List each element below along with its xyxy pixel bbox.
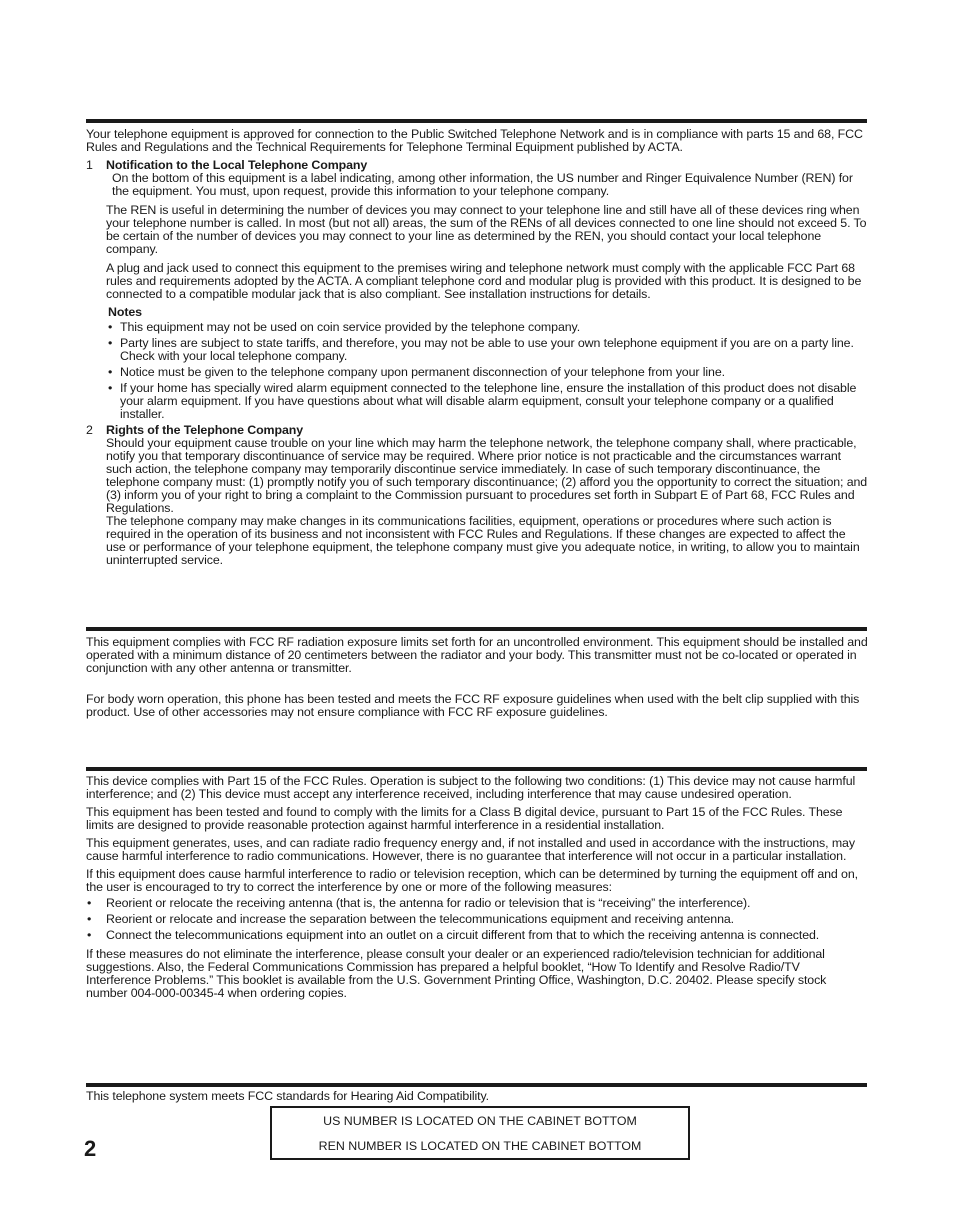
interference-paragraph: This equipment generates, uses, and can radiate radio frequency energy and, if not installed and used in accordance with the instructions, may cause harmful interference to radio communications. However, there is no guarantee that interference will not occur in a particular installation. bbox=[86, 836, 855, 863]
list-item: • Reorient or relocate and increase the separation between the telecommunications equipment and receiving antenna. bbox=[86, 913, 868, 926]
list-item: • Notice must be given to the telephone company upon permanent disconnection of your telephone from your line. bbox=[108, 366, 868, 379]
item-paragraph: The REN is useful in determining the number of devices you may connect to your telephone line and still have all of these devices ring when your telephone number is called. In most (but not all) areas, the sum of the RENs of all devices connected to one line should not exceed 5. To be certain of the number of devices you may connect to your line as determined by the REN, you should contact your local telephone company. bbox=[106, 203, 867, 256]
item-number: 2 bbox=[86, 423, 93, 437]
section-rule-interference bbox=[86, 767, 867, 771]
interference-paragraph: If these measures do not eliminate the interference, please consult your dealer or an experienced radio/television technician for additional suggestions. Also, the Federal Communications Commission has prepared a helpful booklet, “How To Identify and Resolve Radio/TV Interference Problems.” This booklet is available from the U.S. Government Printing Office, Washington, D.C. 20402. Please specify stock number 004-000-00345-4 when ordering copies. bbox=[86, 947, 827, 1000]
measures-list bbox=[86, 897, 868, 942]
item-heading: Rights of the Telephone Company bbox=[106, 423, 303, 437]
hearing-aid-paragraph: This telephone system meets FCC standards for Hearing Aid Compatibility. bbox=[86, 1089, 490, 1103]
item-paragraph: Should your equipment cause trouble on your line which may harm the telephone network, the telephone company shall, where practicable, notify you that temporary discontinuance of service may be required. Where prior notice is not practicable and the circumstances warrant such action, the telephone company may temporarily discontinue service immediately. In case of such temporary discontinuance, the telephone company must: (1) promptly notify you of such temporary discontinuance; (2) afford you the opportunity to correct the situation; and (3) inform you of your right to bring a complaint to the Commission pursuant to procedures set forth in Subpart E of Part 68, FCC Rules and Regulations. bbox=[106, 436, 868, 515]
section-hearing-aid bbox=[86, 1090, 868, 1103]
page-number: 2 bbox=[84, 1136, 97, 1161]
list-item: • Reorient or relocate the receiving antenna (that is, the antenna for radio or television that is “receiving” the interference). bbox=[86, 897, 868, 910]
ren-number-label: REN NUMBER IS LOCATED ON THE CABINET BOTTOM bbox=[318, 1139, 642, 1153]
label-location-box bbox=[270, 1106, 690, 1160]
list-item: • If your home has specially wired alarm equipment connected to the telephone line, ensure the installation of this product does not disable your alarm equipment. If you have questions about what will disable alarm equipment, consult your telephone company or a qualified installer. bbox=[108, 382, 868, 421]
interference-paragraph: This device complies with Part 15 of the FCC Rules. Operation is subject to the following two conditions: (1) This device may not cause harmful interference; and (2) This device must accept any interference received, including interference that may cause undesired operation. bbox=[86, 774, 856, 801]
notes-heading: Notes bbox=[108, 305, 142, 319]
list-item: • Connect the telecommunications equipment into an outlet on a circuit different from that to which the receiving antenna is connected. bbox=[86, 929, 868, 942]
interference-paragraph: If this equipment does cause harmful interference to radio or television reception, which can be determined by turning the equipment off and on, the user is encouraged to try to correct the interference by one or more of the following measures: bbox=[86, 867, 858, 894]
item-paragraph: A plug and jack used to connect this equipment to the premises wiring and telephone network must comply with the applicable FCC Part 68 rules and requirements adopted by the ACTA. A compliant telephone cord and modular plug is provided with this product. It is designed to be connected to a compatible modular jack that is also compliant. See installation instructions for details. bbox=[106, 261, 862, 301]
section-rule-hearing-aid bbox=[86, 1083, 867, 1087]
us-number-label: US NUMBER IS LOCATED ON THE CABINET BOTTOM bbox=[323, 1114, 637, 1128]
intro-paragraph: Your telephone equipment is approved for connection to the Public Switched Telephone Network and is in compliance with parts 15 and 68, FCC Rules and Regulations and the Technical Requirements for Telephone Terminal Equipment published by ACTA. bbox=[86, 127, 863, 154]
rf-paragraph: This equipment complies with FCC RF radiation exposure limits set forth for an uncontrolled environment. This equipment should be installed and operated with a minimum distance of 20 centimeters between the radiator and your body. This transmitter must not be co-located or operated in conjunction with any other antenna or transmitter. bbox=[86, 635, 868, 675]
section-telephone-compliance bbox=[86, 128, 868, 567]
interference-paragraph: This equipment has been tested and found to comply with the limits for a Class B digital device, pursuant to Part 15 of the FCC Rules. These limits are designed to provide reasonable protection against harmful interference in a residential installation. bbox=[86, 805, 843, 832]
item-paragraph: The telephone company may make changes in its communications facilities, equipment, operations or procedures where such action is required in the operation of its business and not inconsistent with FCC Rules and Regulations. If these changes are expected to affect the use or performance of your telephone equipment, the telephone company must give you adequate notice, in writing, to allow you to maintain uninterrupted service. bbox=[106, 514, 860, 567]
notes-list bbox=[86, 321, 868, 421]
section-rule-telephone bbox=[86, 119, 867, 123]
rf-paragraph: For body worn operation, this phone has been tested and meets the FCC RF exposure guidelines when used with the belt clip supplied with this product. Use of other accessories may not ensure compliance with FCC RF exposure guidelines. bbox=[86, 692, 860, 719]
section-rule-rf-exposure bbox=[86, 627, 867, 631]
list-item: • This equipment may not be used on coin service provided by the telephone company. bbox=[108, 321, 868, 334]
section-rf-exposure bbox=[86, 636, 868, 719]
item-heading: Notification to the Local Telephone Company bbox=[106, 158, 368, 172]
item-paragraph: On the bottom of this equipment is a label indicating, among other information, the US number and Ringer Equivalence Number (REN) for the equipment. You must, upon request, provide this information to your telephone company. bbox=[112, 171, 853, 198]
item-number: 1 bbox=[86, 158, 93, 172]
item-notification bbox=[86, 159, 868, 301]
item-rights bbox=[86, 424, 868, 567]
list-item: • Party lines are subject to state tariffs, and therefore, you may not be able to use your own telephone equipment if you are on a party line. Check with your local telephone company. bbox=[108, 337, 868, 363]
section-interference bbox=[86, 775, 868, 1000]
